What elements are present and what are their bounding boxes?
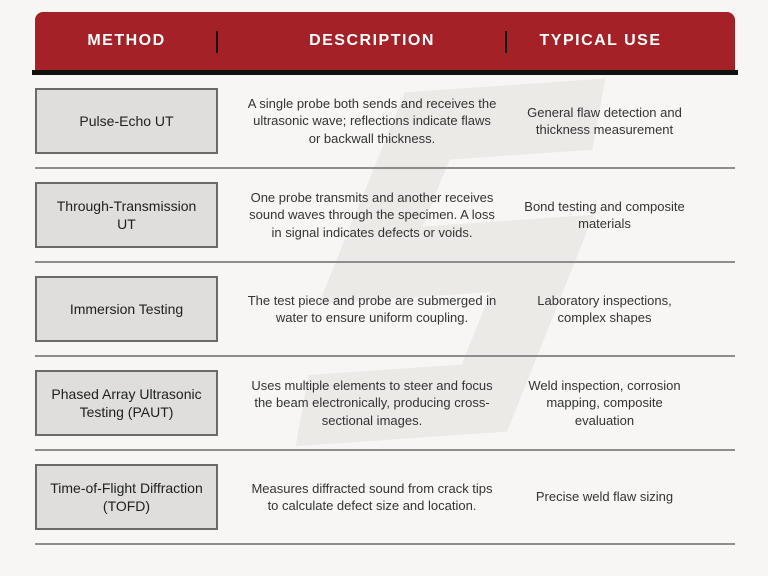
table-row	[35, 169, 735, 263]
description-cell: A single probe both sends and receives the ultrasonic wave; reflections indicate flaws or backwall thickness.	[247, 96, 497, 146]
table-row	[35, 263, 735, 357]
table-row	[35, 75, 735, 169]
table-row	[35, 357, 735, 451]
typical-use-cell: Weld inspection, corrosion mapping, composite evaluation	[528, 378, 681, 428]
table-body	[35, 75, 735, 545]
description-cell: Uses multiple elements to steer and focus the beam electronically, producing cross-sectional images.	[251, 378, 493, 428]
column-header-method: METHOD	[87, 32, 166, 49]
description-cell: One probe transmits and another receives sound waves through the specimen. A loss in signal indicates defects or voids.	[249, 190, 495, 240]
column-divider	[216, 31, 218, 53]
typical-use-cell: Laboratory inspections, complex shapes	[537, 292, 672, 325]
description-cell: Measures diffracted sound from crack tips to calculate defect size and location.	[251, 480, 493, 513]
typical-use-cell: Precise weld flaw sizing	[535, 489, 674, 505]
column-divider	[505, 31, 507, 53]
method-box: Time-of-Flight Diffraction (TOFD)	[35, 464, 218, 530]
method-box: Phased Array Ultrasonic Testing (PAUT)	[35, 370, 218, 436]
typical-use-cell: Bond testing and composite materials	[524, 198, 685, 231]
method-box: Immersion Testing	[35, 276, 218, 342]
table-header	[35, 12, 735, 70]
column-header-typical-use: TYPICAL USE	[539, 32, 662, 49]
description-cell: The test piece and probe are submerged in water to ensure uniform coupling.	[247, 292, 497, 325]
typical-use-cell: General flaw detection and thickness measurement	[527, 104, 682, 137]
table-row	[35, 451, 735, 545]
method-box: Pulse-Echo UT	[35, 88, 218, 154]
column-header-description: DESCRIPTION	[309, 32, 435, 49]
methods-table	[35, 12, 735, 545]
method-box: Through-Transmission UT	[35, 182, 218, 248]
